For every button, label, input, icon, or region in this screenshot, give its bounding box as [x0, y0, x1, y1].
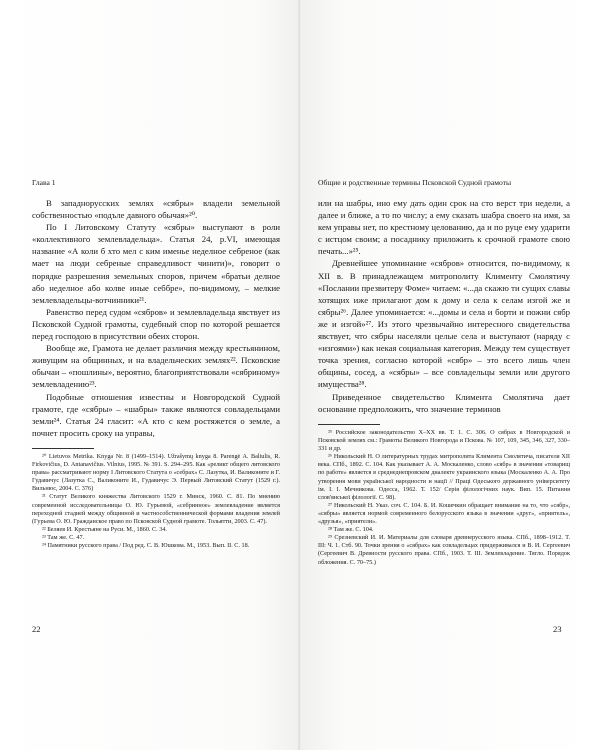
footnote: ²⁷ Никольский Н. Указ. соч. С. 104. Б. И. Кошечкин обращает внимание на то, что «сябр», «сябры» является нормой современного белорусского языка в значении «друг», «приятель», «друзья», «приятели».	[318, 501, 570, 526]
footnote-rule	[318, 424, 380, 425]
footnote: ²² Беляев И. Крестьяне на Руси. М., 1860. С. 34.	[42, 525, 167, 533]
footnotes	[318, 429, 570, 567]
paragraph: Равенство перед судом «сябров» и землевладельца явствует из Псковской Судной грамоты, судебный спор по которой решается перед господою в присутствии обеих сторон.	[32, 306, 280, 342]
footnotes	[32, 453, 280, 550]
footnote: ²⁹ Срезневский И. И. Материалы для словаря древнерусского языка. СПб., 1898–1912. Т. III: Ч. 1. Стб. 90. Точки зрения о «сябрах» как совладельцах придерживался и В. И. Сергеевич (Сергеевич В. Древности русского права. СПб., 1903. Т. III. Землевладение. Тягло. Порядок обложения. С. 70–75.)	[318, 534, 570, 566]
page-number: 23	[553, 624, 562, 634]
main-text	[318, 197, 570, 415]
running-head: Общие и родственные термины Псковской Судной грамоты	[318, 178, 512, 187]
footnote: ²⁸ Там же. С. 104.	[328, 526, 374, 534]
footnote: ²⁶ Никольский Н. О литературных трудах митрополита Климента Смолятича, писателя XII века. СПб., 1892. С. 104. Как указывает А. А. Москаленко, слово «сябр» в значении «товарищ по работе» является в среднеднепровском диалекте украинского языка (Москаленко А. А. Про утворення мови української народности и нації // Праці Одеського державного університету ім. І. І. Мечникова. Одесса, 1962. Т. 152/ Серія філологічних наук. Вип. 15. Питання слов'янської філології. С. 98).	[318, 453, 570, 501]
footnote: ²⁵ Российское законодательство X–XX вв. Т. 1. С. 306. О сябрах в Новгородской и Псковской землях см.: Грамоты Великого Новгорода и Пскова. № 107, 109, 345, 346, 327, 330–331 и др.	[318, 429, 570, 453]
paragraph: Подобные отношения известны и Новгородской Судной грамоте, где «сябры» – «шабры» также являются совладельцами земли²⁴. Статья 24 гласит: «А кто с кем ростяжется о земле, а почнет просить сроку на управы,	[32, 391, 280, 438]
running-head: Глава 1	[32, 178, 56, 187]
page-number: 22	[32, 624, 41, 634]
paragraph: В западнорусских землях «сябры» владели земельной собственностью «подъле давного обычая»²⁰.	[32, 198, 280, 221]
footnote: ²⁰ Lietuvos Metrika. Knyga Nr. 8 (1499–1514). Užrašymų knyga 8. Parengė A. Baliulis, R. Firkovičius, D. Antanavičius. Vilnius, 1995. № 391. S. 294–295. Как «реликт общего литовского права» рассматривают норму I Литовского Статута о «себрах» С. Лазутка, И. Валиконите и Г. Гудавичус (Лазутка С., Валиконите И., Гудавичус Э. Первый Литовский Статут (1529 г.). Вильнюс, 2004. С. 376)	[32, 453, 280, 493]
paragraph: Приведенное свидетельство Климента Смолятича дает основание предположить, что значение терминов	[318, 391, 570, 414]
footnote: ²⁴ Памятники русского права / Под ред. С. В. Юшкова. М., 1953. Вып. II. С. 18.	[42, 542, 250, 550]
paragraph: или на шабры, ино ему дать один срок на сто верст три недели, а далее и ближе, а то по числу; а ему сказать шабра своего на имя, за кем управы нет, по крестному целованию, да и по руце ему ударити с истцом своим; а посаднику приложить к срочной грамоте свою печать...»²⁵.	[318, 198, 570, 257]
paragraph: Вообще же, Грамота не делает различия между крестьянином, живущим на общинных, и на владельческих землях²². Псковские обычаи – «пошлины», вероятно, благоприятствовали «сябриному» землевладению²³.	[32, 343, 280, 390]
footnote: ²¹ Статут Великого княжества Литовского 1529 г. Минск, 1960. С. 81. По мнению современной исследовательницы О. Ю. Гурьевой, «себринное» землевладение является переходной стадией между общинной и частнособственнической формами владения землей (Гурьева О. Ю. Гражданское право по Псковской Судной грамоте. Тольятти, 2003. С. 47).	[32, 493, 280, 525]
footnote: ²³ Там же. С. 47.	[42, 533, 85, 541]
paragraph: По I Литовскому Статуту «сябры» выступают в роли «коллективного землевладельца». Статья 24, p.VI, имеющая название «А коли б хто мел с ким именье неделное себреное (как мает на люди себреные справедливост чинити)», говорит о порядке разрешения земельных споров, причем «братьи делное або неделное або колве иные себбре», по-видимому, – мелкие землевладельцы-вотчинники²¹.	[32, 222, 280, 305]
footnote-rule	[32, 448, 94, 449]
right-page	[300, 0, 600, 750]
paragraph: Древнейшее упоминание «сябров» относится, по-видимому, к XII в. В принадлежащем митрополиту Клименту Смолятичу «Послании презвитеру Фоме» читаем: «...да скажю ти сущих славы хотящих иже прилагают дом к дому и села к селам изгой же и сябры²⁶. Далее упоминается: «...домы и села и борти и пожни сябр же и изгой»²⁷. Из этого чрезвычайно интересного свидетельства явствует, что сябры населяли целые села и выступают (наряду с «изгоями») как некая социальная категория. Между тем существует точка зрения, согласно которой «сябр» – это всего лишь член общины, сосед, а «сябры» – все совладельцы земли или другого имущества²⁸.	[318, 258, 570, 390]
main-text	[32, 197, 280, 439]
